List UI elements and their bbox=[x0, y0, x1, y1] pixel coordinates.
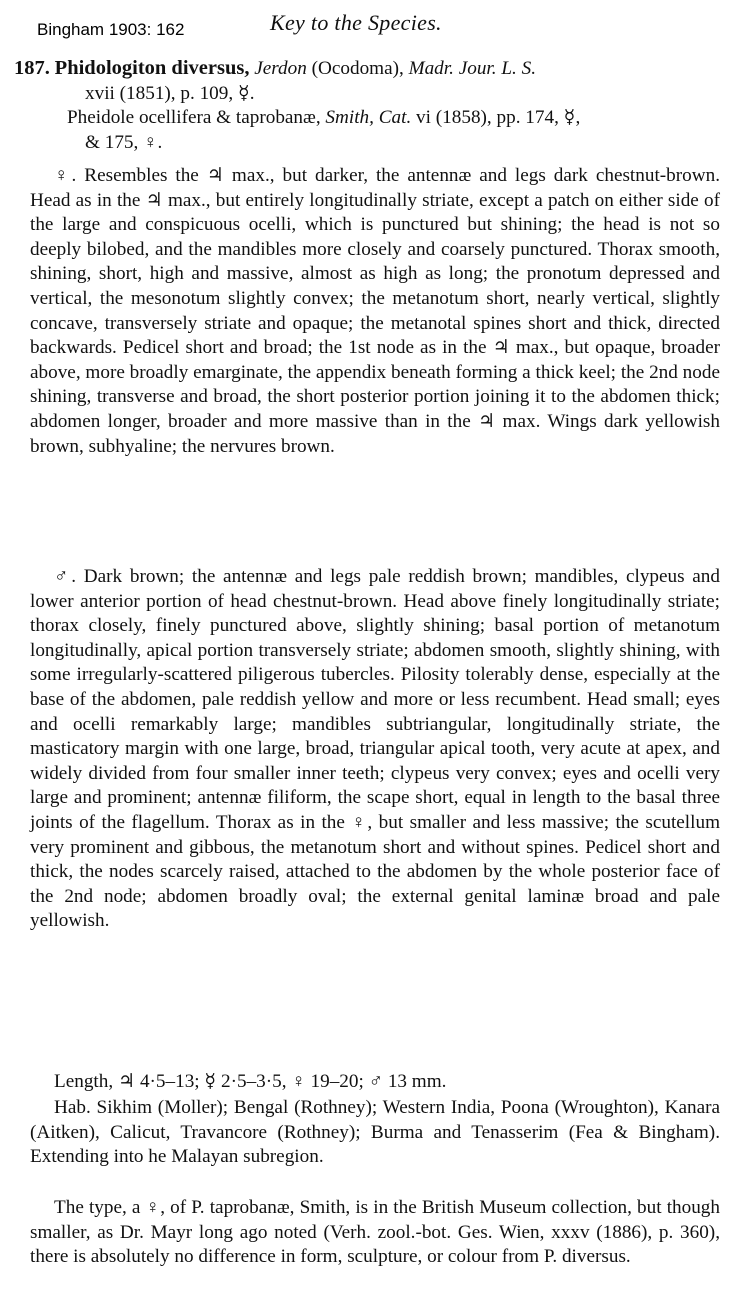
running-head: Key to the Species. bbox=[270, 10, 442, 35]
female-paragraph: ♀. Resembles the ♃ max., but darker, the antennæ and legs dark chestnut-brown. Head as in the ♃ max., but entirely longitudinally striate, except a patch on either side of the large and conspicuous ocelli, which is punctured but shining; the head is not so deeply bilobed, and the mandibles more closely and coarsely punctured. Thorax smooth, shining, short, high and massive, almost as high as long; the pronotum depressed and vertical, the mesonotum slightly convex; the metanotum short, nearly vertical, slightly concave, transversely striate and opaque; the metanotal spines short and thick, directed backwards. Pedicel short and broad; the 1st node as in the ♃ max., but opaque, broader above, more broadly emarginate, the appendix beneath forming a thick keel; the 2nd node shining, transverse and broad, the short posterior portion joining it to the abdomen thick; abdomen longer, broader and more massive than in the ♃ max. Wings dark yellowish brown, subhyaline; the nervures brown. bbox=[30, 165, 720, 457]
entry-line-4: & 175, ♀. bbox=[85, 131, 163, 153]
male-paragraph: ♂. Dark brown; the antennæ and legs pale reddish brown; mandibles, clypeus and lower anterior portion of head chestnut-brown. Head above finely longitudinally striate; thorax closely, finely punctured above, slightly shining; basal portion of metanotum longitudinally, apical portion transversely striate; abdomen smooth, slightly shining, with some irregularly-scattered piligerous tubercles. Pilosity tolerably dense, especially at the base of the abdomen, pale reddish yellow and more or less recumbent. Head small; eyes and ocelli remarkably large; mandibles subtriangular, longitudinally striate, the masticatory margin with one large, broad, triangular apical tooth, very acute at apex, and widely divided from four smaller inner teeth; clypeus very convex; eyes and ocelli very large and prominent; antennæ filiform, the scape short, equal in length to the basal three joints of the flagellum. Thorax as in the ♀, but smaller and less massive; the scutellum very prominent and gibbous, the metanotum short and without spines. Pedicel short and thick, the nodes scarcely raised, attached to the abdomen by the whole posterior face of the 2nd node; abdomen broadly oval; the external genital laminæ broad and pale yellowish. bbox=[30, 566, 720, 932]
synonym-names: Pheidole ocellifera & taprobanæ, bbox=[67, 107, 321, 129]
source-tag: Bingham 1903: 162 bbox=[37, 20, 185, 39]
species-author: Jerdon bbox=[254, 58, 307, 79]
male-description bbox=[30, 565, 720, 1075]
habitat-paragraph: Hab. Sikhim (Moller); Bengal (Rothney); Western India, Poona (Wroughton), Kanara (Aitken), Calicut, Travancore (Rothney); Burma and Tenasserim (Fea & Bingham). Extending into he Malayan subregion. bbox=[30, 1097, 720, 1168]
synonym-pages: vi (1858), pp. 174, ☿, bbox=[416, 107, 581, 129]
journal-ref: Madr. Jour. L. S. bbox=[408, 58, 537, 79]
female-description bbox=[30, 164, 720, 572]
entry-line-3 bbox=[14, 106, 720, 131]
length-section bbox=[30, 1070, 720, 1095]
synonym-genus: (Ocodoma), bbox=[311, 58, 404, 79]
species-name: Phidologiton diversus, bbox=[54, 57, 250, 79]
type-note-section bbox=[30, 1196, 720, 1270]
type-note-paragraph: The type, a ♀, of P. taprobanæ, Smith, is in the British Museum collection, but though smaller, as Dr. Mayr long ago noted (Verh. zool.-bot. Ges. Wien, xxxv (1886), p. 360), there is absolutely no difference in form, sculpture, or colour from P. diversus. bbox=[30, 1197, 720, 1268]
habitat-section bbox=[30, 1096, 720, 1170]
synonym-author: Smith, Cat. bbox=[325, 107, 412, 129]
entry-line-2: xvii (1851), p. 109, ☿. bbox=[85, 82, 255, 104]
length-paragraph: Length, ♃ 4·5–13; ☿ 2·5–3·5, ♀ 19–20; ♂ 13 mm. bbox=[54, 1071, 447, 1092]
species-entry-header bbox=[14, 56, 720, 155]
entry-number: 187. bbox=[14, 57, 50, 79]
